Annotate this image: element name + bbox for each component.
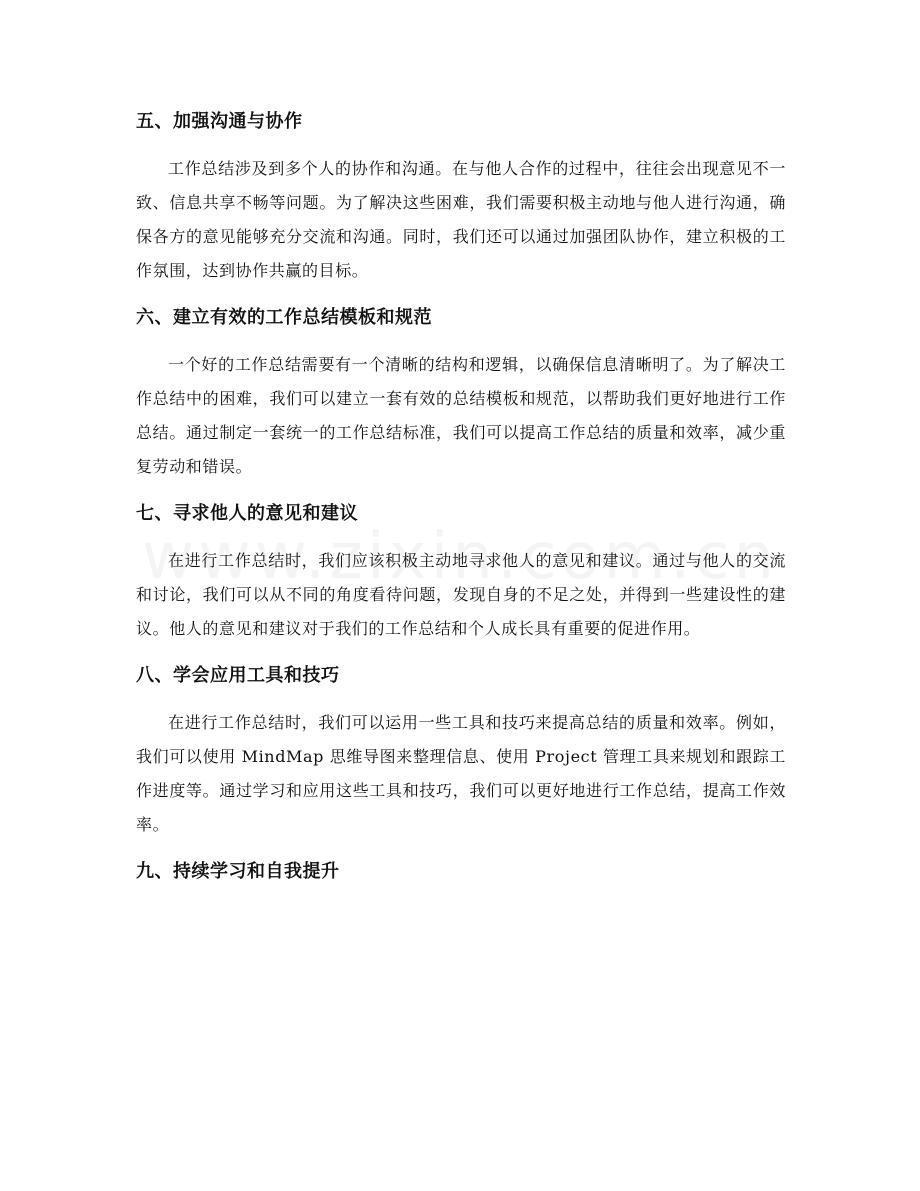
section-heading: 七、寻求他人的意见和建议 [136,503,358,524]
section-heading: 八、学会应用工具和技巧 [136,665,340,686]
section-heading: 五、加强沟通与协作 [136,111,303,132]
section-paragraph: 工作总结涉及到多个人的协作和沟通。在与他人合作的过程中，往往会出现意见不一致、信息共享不畅等问题。为了解决这些困难，我们需要积极主动地与他人进行沟通，确保各方的意见能够充分交流和沟通。同时，我们还可以通过加强团队协作，建立积极的工作氛围，达到协作共赢的目标。 [136,159,786,280]
section-6 [136,302,786,484]
document-content [136,106,786,902]
section-paragraph: 一个好的工作总结需要有一个清晰的结构和逻辑，以确保信息清晰明了。为了解决工作总结中的困难，我们可以建立一套有效的总结模板和规范，以帮助我们更好地进行工作总结。通过制定一套统一的工作总结标准，我们可以提高工作总结的质量和效率，减少重复劳动和错误。 [136,355,786,476]
section-paragraph: 在进行工作总结时，我们应该积极主动地寻求他人的意见和建议。通过与他人的交流和讨论，我们可以从不同的角度看待问题，发现自身的不足之处，并得到一些建设性的建议。他人的意见和建议对于我们的工作总结和个人成长具有重要的促进作用。 [136,551,786,638]
section-heading: 九、持续学习和自我提升 [136,861,340,882]
section-heading: 六、建立有效的工作总结模板和规范 [136,307,432,328]
section-9 [136,856,786,888]
section-paragraph: 在进行工作总结时，我们可以运用一些工具和技巧来提高总结的质量和效率。例如，我们可以使用 MindMap 思维导图来整理信息、使用 Project 管理工具来规划和跟踪工作进度等。通过学习和应用这些工具和技巧，我们可以更好地进行工作总结，提高工作效率。 [136,713,786,834]
section-5 [136,106,786,288]
section-7 [136,498,786,646]
section-8 [136,660,786,842]
